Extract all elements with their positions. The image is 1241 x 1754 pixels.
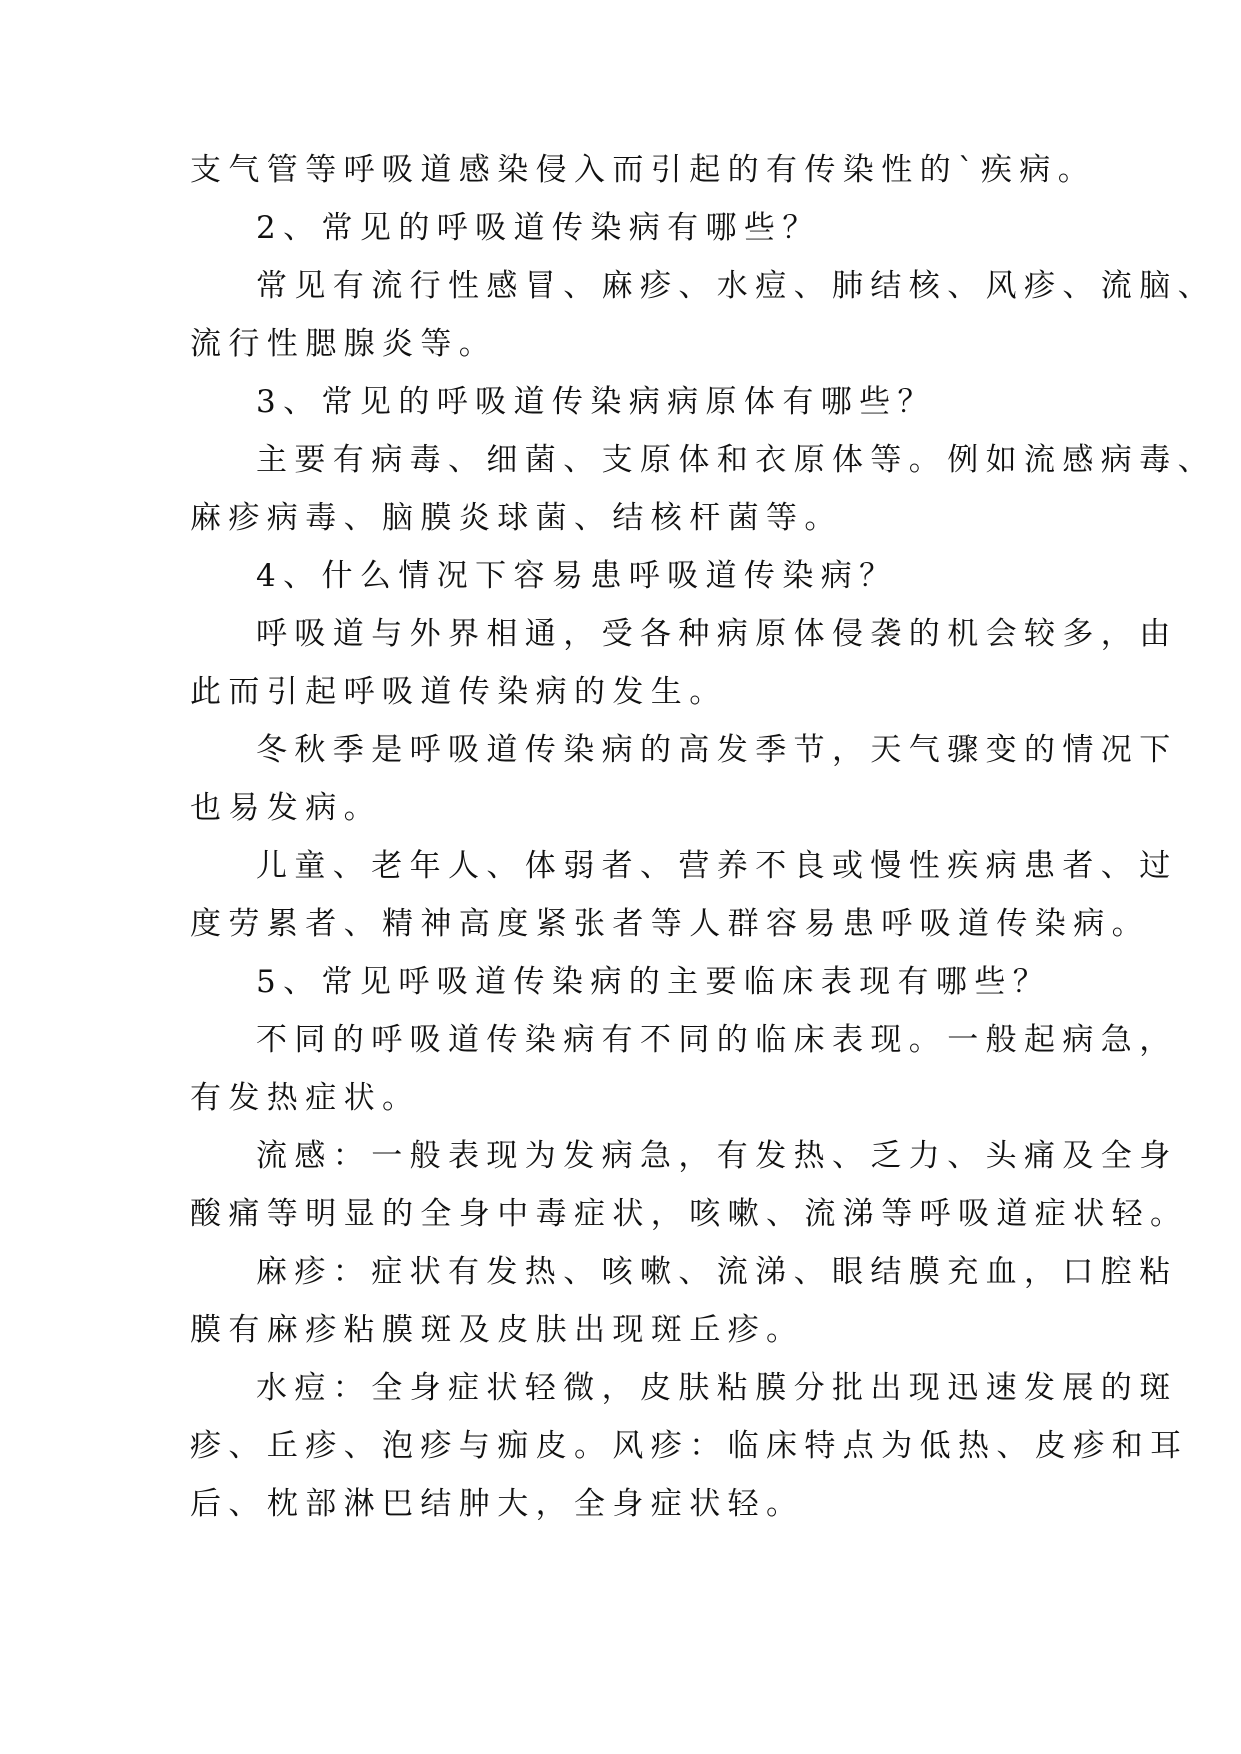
answer-2-line: 流行性腮腺炎等。 (190, 326, 498, 362)
answer-2-line: 常见有流行性感冒、麻疹、水痘、肺结核、风疹、流脑、 (256, 268, 1216, 304)
answer-4-line: 冬秋季是呼吸道传染病的高发季节，天气骤变的情况下 (256, 732, 1178, 768)
answer-4-line: 度劳累者、精神高度紧张者等人群容易患呼吸道传染病。 (190, 906, 1150, 942)
measles-line: 麻疹：症状有发热、咳嗽、流涕、眼结膜充血，口腔粘 (256, 1254, 1178, 1290)
answer-4-line: 呼吸道与外界相通，受各种病原体侵袭的机会较多，由 (256, 616, 1178, 652)
varicella-line: 疹、丘疹、泡疹与痂皮。风疹：临床特点为低热、皮疹和耳 (190, 1428, 1189, 1464)
question-4: 4、什么情况下容易患呼吸道传染病？ (256, 558, 898, 594)
measles-line: 膜有麻疹粘膜斑及皮肤出现斑丘疹。 (190, 1312, 805, 1348)
answer-4-line: 也易发病。 (190, 790, 382, 826)
answer-5-line: 不同的呼吸道传染病有不同的临床表现。一般起病急， (256, 1022, 1178, 1058)
question-5: 5、常见呼吸道传染病的主要临床表现有哪些？ (256, 964, 1052, 1000)
answer-3-line: 主要有病毒、细菌、支原体和衣原体等。例如流感病毒、 (256, 442, 1216, 478)
varicella-line: 水痘：全身症状轻微，皮肤粘膜分批出现迅速发展的斑 (256, 1370, 1178, 1406)
question-3: 3、常见的呼吸道传染病病原体有哪些？ (256, 384, 936, 420)
answer-4-line: 此而引起呼吸道传染病的发生。 (190, 674, 728, 710)
influenza-line: 酸痛等明显的全身中毒症状，咳嗽、流涕等呼吸道症状轻。 (190, 1196, 1189, 1232)
answer-3-line: 麻疹病毒、脑膜炎球菌、结核杆菌等。 (190, 500, 843, 536)
text-line: 支气管等呼吸道感染侵入而引起的有传染性的`疾病。 (190, 152, 1097, 188)
rubella-line: 后、枕部淋巴结肿大，全身症状轻。 (190, 1486, 805, 1522)
answer-5-line: 有发热症状。 (190, 1080, 421, 1116)
influenza-line: 流感：一般表现为发病急，有发热、乏力、头痛及全身 (256, 1138, 1178, 1174)
answer-4-line: 儿童、老年人、体弱者、营养不良或慢性疾病患者、过 (256, 848, 1178, 884)
question-2: 2、常见的呼吸道传染病有哪些？ (256, 210, 821, 246)
